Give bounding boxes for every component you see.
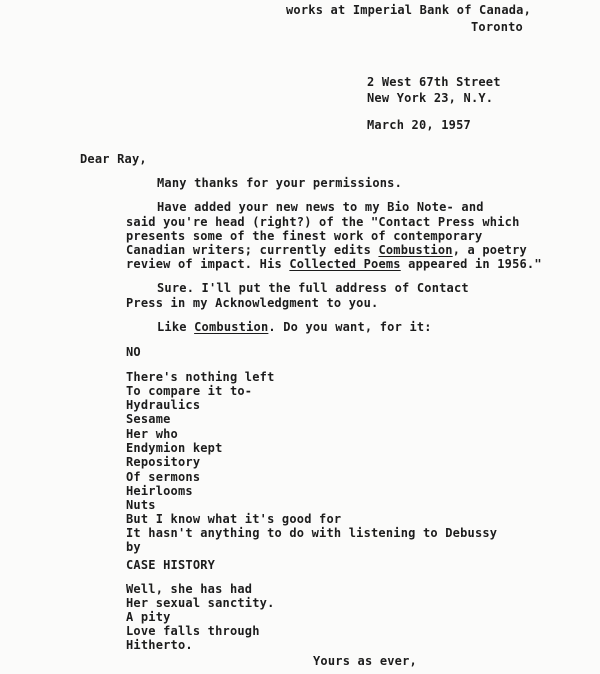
handnote-line-1: works at Imperial Bank of Canada, (286, 3, 532, 17)
paragraph-combustion (157, 321, 432, 334)
poem-line: Heirlooms (126, 484, 193, 498)
handnote-line-2: Toronto (471, 20, 523, 34)
poem-line: Repository (126, 455, 201, 469)
paragraph-thanks: Many thanks for your permissions. (157, 176, 403, 190)
poem-line: by (126, 540, 141, 554)
combustion-title: Combustion (194, 320, 269, 334)
combustion-title: Combustion (378, 243, 453, 257)
paragraph-bio-line-5 (126, 258, 542, 271)
poem-line: Love falls through (126, 624, 260, 638)
poem-line: Of sermons (126, 470, 201, 484)
salutation: Dear Ray, (80, 152, 147, 166)
poem-line: Hydraulics (126, 398, 201, 412)
poem-line: Her sexual sanctity. (126, 596, 275, 610)
letter-date: March 20, 1957 (367, 118, 471, 132)
poem-line: Her who (126, 427, 178, 441)
text-fragment: . Do you want, for it: (268, 320, 432, 334)
poem-title-no: NO (126, 345, 141, 359)
poem-line: Sesame (126, 412, 171, 426)
poem-line: To compare it to- (126, 384, 253, 398)
address-city: New York 23, N.Y. (367, 91, 494, 105)
poem-line: Endymion kept (126, 441, 223, 455)
paragraph-bio-line-3: presents some of the finest work of contemporary (126, 229, 483, 243)
poem-line: But I know what it's good for (126, 512, 342, 526)
collected-poems-title: Collected Poems (289, 257, 401, 271)
poem-line: Nuts (126, 498, 156, 512)
closing: Yours as ever, (313, 654, 417, 668)
address-street: 2 West 67th Street (367, 75, 501, 89)
poem-line: Well, she has had (126, 582, 253, 596)
paragraph-address-line-2: Press in my Acknowledgment to you. (126, 296, 379, 310)
paragraph-address-line-1: Sure. I'll put the full address of Contact (157, 281, 469, 295)
text-fragment: appeared in 1956." (400, 257, 542, 271)
paragraph-bio-line-4 (126, 244, 527, 257)
poem-line: Hitherto. (126, 638, 193, 652)
paragraph-bio-line-1: Have added your new news to my Bio Note- and (157, 200, 484, 214)
text-fragment: , a poetry (452, 243, 527, 257)
poem-line: It hasn't anything to do with listening to Debussy (126, 526, 498, 540)
text-fragment: Canadian writers; currently edits (126, 243, 379, 257)
poem-line: A pity (126, 610, 171, 624)
paragraph-bio-line-2: said you're head (right?) of the "Contact Press which (126, 215, 520, 229)
text-fragment: review of impact. His (126, 257, 290, 271)
text-fragment: Like (157, 320, 195, 334)
poem-title-case-history: CASE HISTORY (126, 558, 216, 572)
poem-line: There's nothing left (126, 370, 275, 384)
